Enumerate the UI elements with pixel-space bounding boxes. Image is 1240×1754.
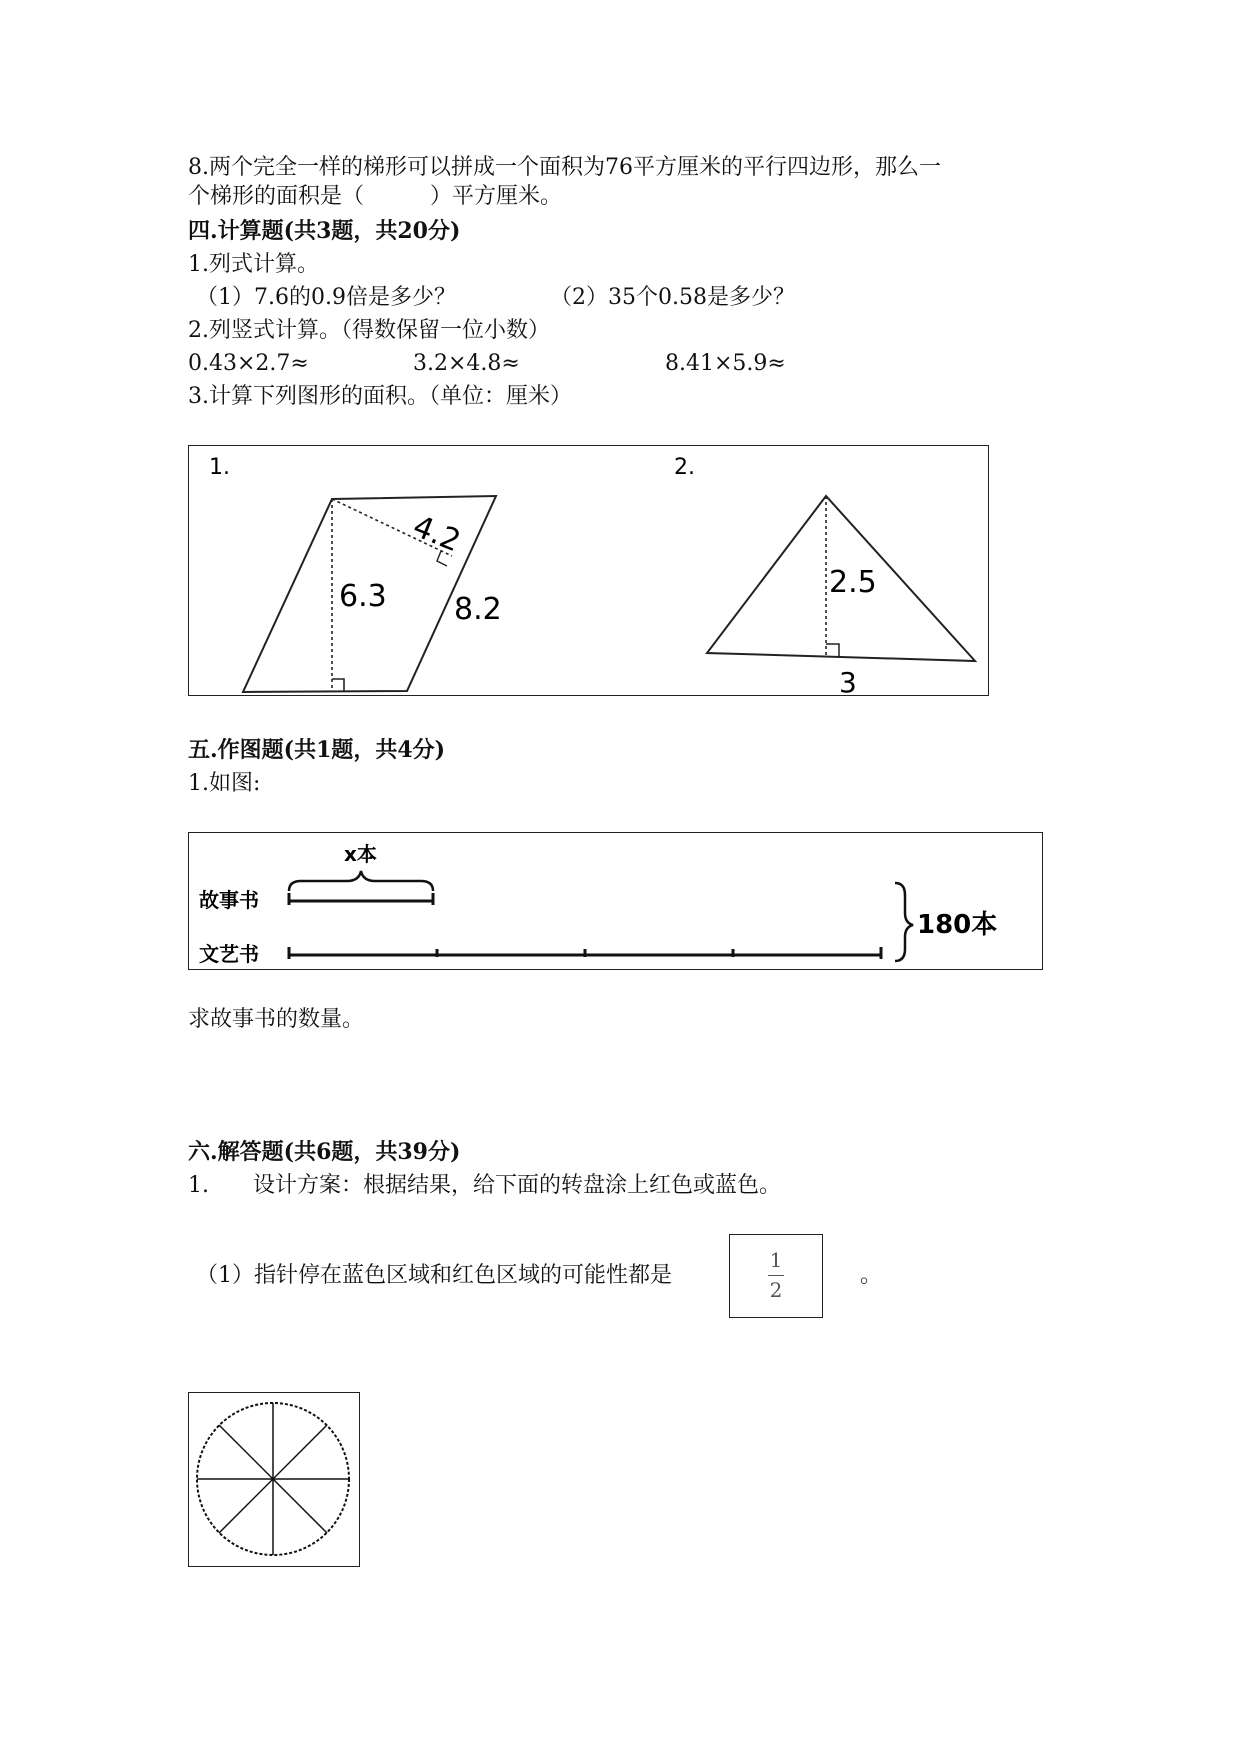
question-8-line-2: 个梯形的面积是（ ）平方厘米。 — [188, 184, 563, 209]
figure-1-label: 1. — [209, 455, 230, 480]
parallelogram-right-angle-bottom — [332, 679, 344, 691]
section-4-title: 四.计算题(共3题，共20分) — [188, 218, 461, 244]
literature-books-label: 文艺书 — [199, 942, 259, 966]
triangle-base-label: 3 — [839, 666, 857, 694]
area-figures-box — [188, 445, 989, 696]
section-6-q1-part1-end: 。 — [860, 1263, 883, 1288]
question-8-line-1: 8.两个完全一样的梯形可以拼成一个面积为76平方厘米的平行四边形，那么一 — [188, 155, 941, 180]
section-4-q2-expression-1: 0.43×2.7≈ — [188, 351, 309, 376]
x-books-label: x本 — [344, 842, 377, 866]
section-4-q2-title: 2.列竖式计算。（得数保留一位小数） — [188, 318, 550, 343]
section-5-title: 五.作图题(共1题，共4分) — [188, 737, 446, 763]
section-4-q2-expression-2: 3.2×4.8≈ — [413, 351, 520, 376]
fraction-numerator: 1 — [769, 1248, 783, 1272]
fraction-bar — [768, 1275, 784, 1276]
section-4-q1-title: 1.列式计算。 — [188, 252, 319, 277]
section-4-q2-expression-3: 8.41×5.9≈ — [665, 351, 786, 376]
triangle-right-angle — [826, 644, 839, 656]
segment-diagram-drawing — [189, 833, 1041, 968]
spinner-drawing — [189, 1393, 359, 1565]
section-6-title: 六.解答题(共6题，共39分) — [188, 1139, 461, 1165]
section-6-q1-title: 1. 设计方案：根据结果，给下面的转盘涂上红色或蓝色。 — [188, 1173, 781, 1198]
figure-2-label: 2. — [674, 455, 695, 480]
section-4-q1-part2: （2）35个0.58是多少？ — [550, 285, 795, 310]
section-5-q1-title: 1.如图: — [188, 771, 261, 796]
parallelogram-dim-8-2: 8.2 — [454, 592, 502, 627]
segment-diagram-box — [188, 832, 1043, 970]
section-4-q1-part1: （1）7.6的0.9倍是多少？ — [196, 285, 456, 310]
probability-answer-box — [729, 1234, 823, 1318]
total-brace — [895, 883, 913, 961]
section-5-question: 求故事书的数量。 — [188, 1007, 365, 1032]
parallelogram-dim-6-3: 6.3 — [339, 579, 387, 614]
section-4-q3-title: 3.计算下列图形的面积。（单位：厘米） — [188, 384, 572, 409]
total-books-label: 180本 — [917, 910, 998, 940]
section-6-q1-part1: （1）指针停在蓝色区域和红色区域的可能性都是 — [196, 1263, 672, 1288]
story-books-label: 故事书 — [199, 888, 259, 912]
area-figures-drawing — [189, 446, 987, 694]
parallelogram-dim-4-2: 4.2 — [408, 508, 466, 560]
x-books-brace — [289, 871, 433, 891]
fraction-denominator: 2 — [769, 1278, 783, 1302]
spinner-box — [188, 1392, 360, 1567]
triangle-height-label: 2.5 — [829, 565, 877, 600]
